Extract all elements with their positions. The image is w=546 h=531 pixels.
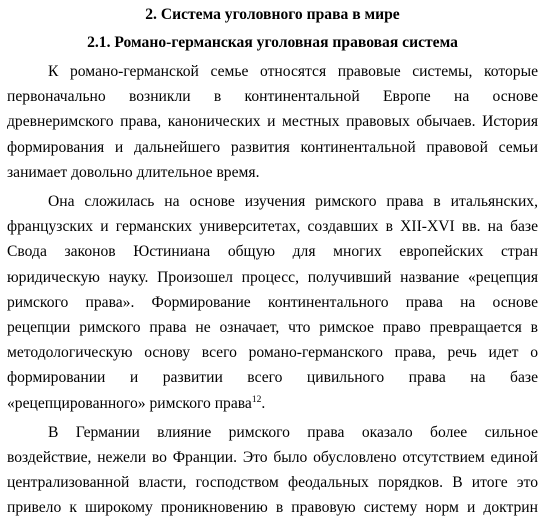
paragraph-2-line: юридическую науку. Произошел процесс, получивший название «рецепция <box>7 268 538 286</box>
paragraph-2-line: французских и германских университетах, создавших в XII-XVI вв. на базе <box>7 218 538 236</box>
paragraph-2-last-line <box>7 391 538 416</box>
paragraph-1-line: первоначально возникли в континентальной Европе на основе <box>7 88 538 106</box>
paragraph-3-line: В Германии влияние римского права оказало более сильное <box>48 423 538 441</box>
paragraph-2-line: методологическую основу всего романо-германского права, речь идет о <box>7 344 538 362</box>
paragraph-2 <box>7 189 538 416</box>
paragraph-1-line: занимает довольно длительное время. <box>7 163 260 181</box>
paragraph-2-line: рецепции римского права не означает, что римское право превращается в <box>7 319 538 337</box>
section-heading: 2. Система уголовного права в мире <box>145 6 400 23</box>
paragraph-1-line: древнеримского права, канонических и местных правовых обычаев. История <box>7 113 538 131</box>
paragraph-3-line: воздействие, нежели во Франции. Это было обусловлено отсутствием единой <box>7 449 538 467</box>
paragraph-2-line: «рецепцированного» римского права <box>7 394 252 412</box>
paragraph-1-line: К романо-германской семье относятся правовые системы, которые <box>48 63 538 80</box>
paragraph-2-end: . <box>261 394 266 412</box>
paragraph-1-line: формирования и дальнейшего развития континентальной правовой семьи <box>7 138 538 156</box>
paragraph-3 <box>7 420 538 521</box>
paragraph-3-line: централизованной власти, господством феодальных порядков. В итоге это <box>7 474 538 492</box>
paragraph-1 <box>7 59 538 185</box>
paragraph-2-line: формировании и развитии всего цивильного права на базе <box>7 369 538 387</box>
footnote-reference[interactable]: 12 <box>251 394 262 405</box>
paragraph-2-line: Она сложилась на основе изучения римского права в итальянских, <box>48 193 538 211</box>
subsection-heading: 2.1. Романо-германская уголовная правовая система <box>87 34 458 51</box>
paragraph-3-line: привело к широкому проникновению в правовую систему норм и доктрин <box>7 499 538 517</box>
paragraph-2-line: Свода законов Юстиниана общую для многих европейских стран <box>7 243 538 261</box>
paragraph-2-line: римского права». Формирование континентального права на основе <box>7 293 538 311</box>
